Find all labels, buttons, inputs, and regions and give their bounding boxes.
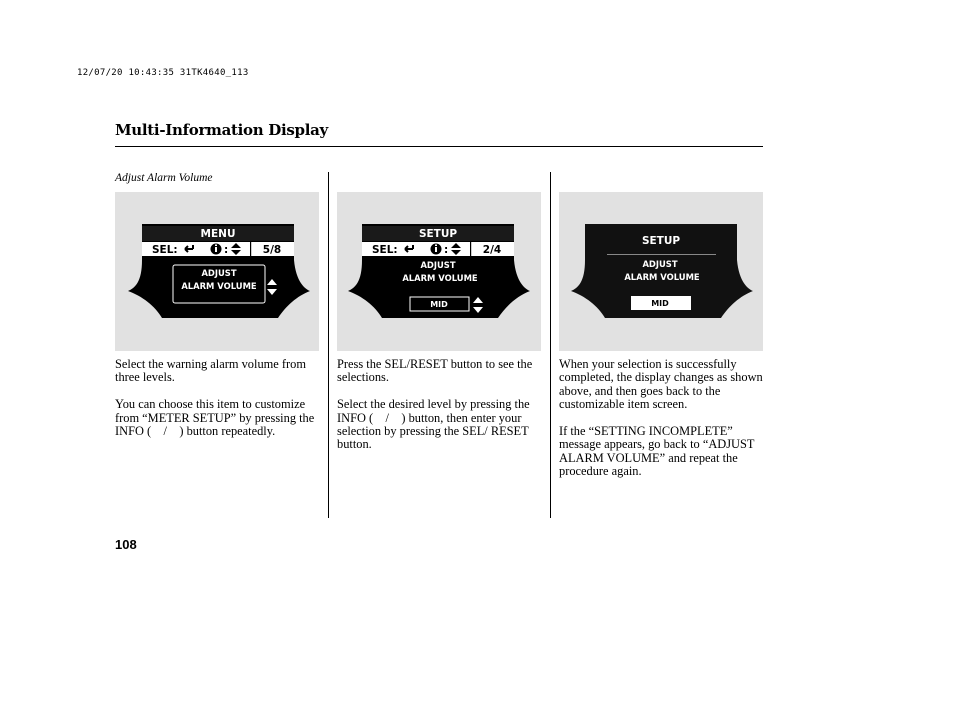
- item-line-2: ALARM VOLUME: [624, 272, 700, 282]
- menu-header: MENU: [200, 228, 236, 240]
- page-number: 108: [115, 537, 137, 552]
- column-middle: [337, 358, 541, 465]
- menu-display-figure: [115, 192, 319, 351]
- info-icon: [211, 244, 222, 255]
- item-line-1: ADJUST: [642, 259, 678, 269]
- right-paragraph-2: If the “SETTING INCOMPLETE” message appears, go back to “ADJUST ALARM VOLUME” and repeat the procedure again.: [559, 424, 755, 479]
- page-indicator: 5/8: [262, 244, 282, 256]
- title-rule: [115, 146, 763, 147]
- setup-header: SETUP: [418, 228, 458, 240]
- info-icon: [431, 244, 442, 255]
- setup-select-display-figure: [337, 192, 541, 351]
- left-paragraph-1: Select the warning alarm volume from three levels.: [115, 357, 306, 385]
- setup-done-display-figure: [559, 192, 763, 351]
- page-title: Multi-Information Display: [115, 121, 328, 139]
- page-indicator: 2/4: [482, 244, 502, 256]
- item-line-2: ALARM VOLUME: [402, 273, 478, 283]
- sel-label: SEL:: [152, 244, 178, 256]
- column-right: [559, 358, 763, 492]
- middle-paragraph-1: Press the SEL/RESET button to see the selections.: [337, 357, 533, 385]
- setup-colon: :: [444, 244, 449, 256]
- column-divider-1: [328, 172, 329, 518]
- item-line-1: ADJUST: [201, 268, 237, 278]
- value-text: MID: [430, 300, 448, 309]
- sel-label: SEL:: [372, 244, 398, 256]
- value-text: MID: [651, 299, 669, 308]
- menu-colon: :: [224, 244, 229, 256]
- middle-paragraph-2: Select the desired level by pressing the INFO ( / ) button, then enter your selection by pressing the SEL/ RESET button.: [337, 397, 530, 452]
- right-paragraph-1: When your selection is successfully completed, the display changes as shown above, and then goes back to the customizable item screen.: [559, 357, 763, 412]
- left-paragraph-2: You can choose this item to customize from “METER SETUP” by pressing the INFO ( / ) button repeatedly.: [115, 397, 315, 439]
- setup-header: SETUP: [641, 235, 681, 247]
- column-left: [115, 358, 319, 452]
- header-separator: [607, 254, 716, 255]
- item-line-1: ADJUST: [420, 260, 456, 270]
- figure-caption: Adjust Alarm Volume: [115, 172, 213, 184]
- column-divider-2: [550, 172, 551, 518]
- print-timestamp: 12/07/20 10:43:35 31TK4640_113: [77, 68, 249, 78]
- item-line-2: ALARM VOLUME: [181, 281, 257, 291]
